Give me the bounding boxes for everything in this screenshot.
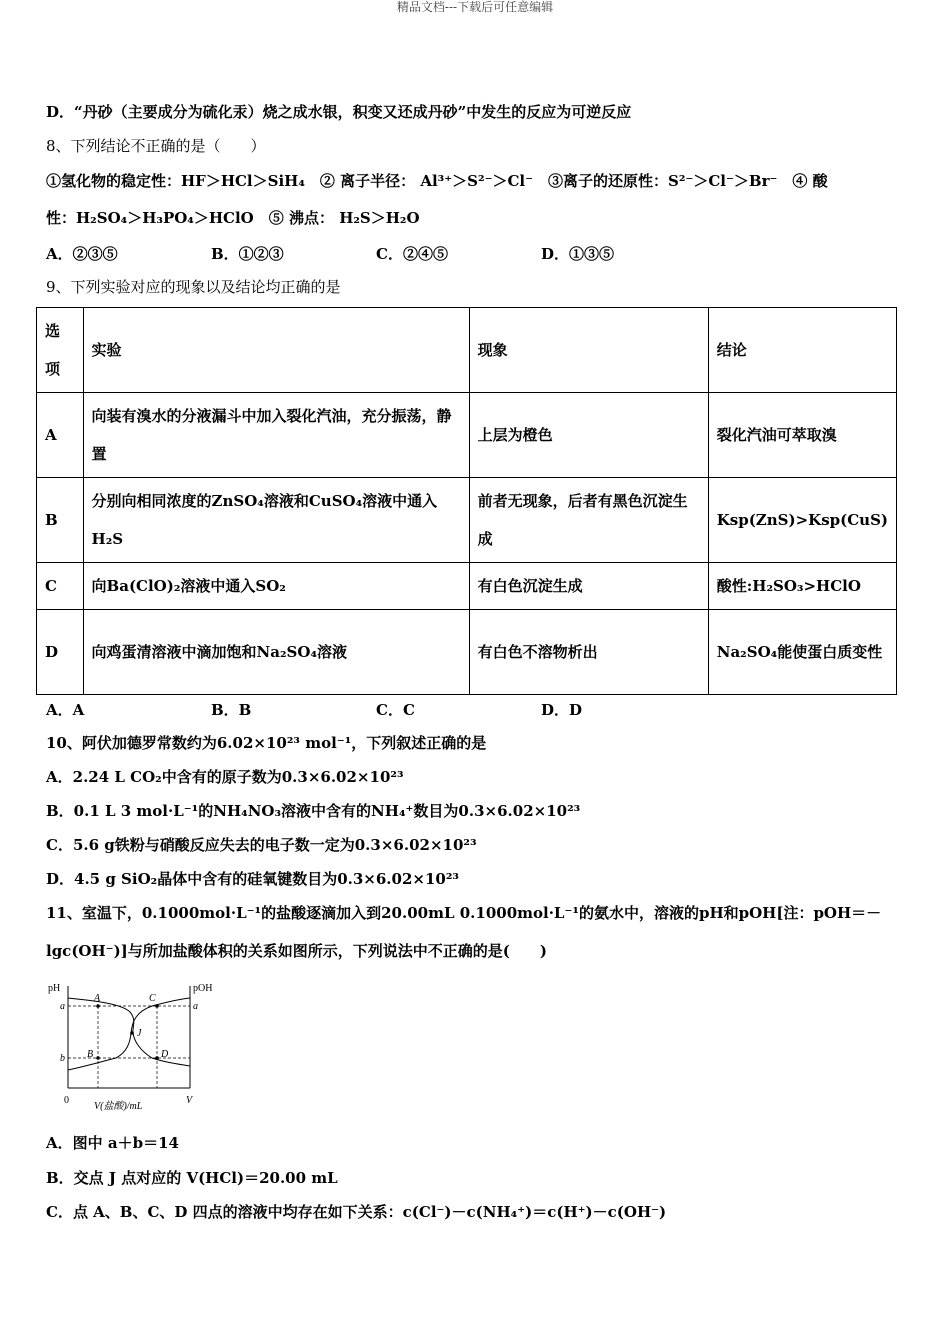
point-a-marker: [96, 1004, 100, 1008]
header-conclusion: 结论: [708, 308, 896, 393]
row-phenomenon: 有白色沉淀生成: [469, 563, 708, 610]
q11-option-a: A．图中 a＋b＝14: [46, 1134, 179, 1152]
q11-option-c: C．点 A、B、C、D 四点的溶液中均存在如下关系：c(Cl⁻)－c(NH₄⁺)＝c(H⁺)－c(OH⁻): [46, 1203, 667, 1221]
table-header-row: [37, 308, 897, 393]
row-conclusion: 裂化汽油可萃取溴: [708, 393, 896, 478]
point-d-marker: [155, 1056, 159, 1060]
label-b: B: [87, 1049, 94, 1060]
label-c: C: [149, 993, 156, 1004]
q10-stem: 10、阿伏加德罗常数约为6.02×10²³ mol⁻¹，下列叙述正确的是: [46, 734, 487, 752]
header-experiment: 实验: [83, 308, 469, 393]
q8-statements-line2: 性：H₂SO₄＞H₃PO₄＞HClO ⑤ 沸点： H₂S＞H₂O: [46, 209, 420, 227]
table-row: [37, 563, 897, 610]
q11-stem-line2: lgc(OH⁻)]与所加盐酸体积的关系如图所示，下列说法中不正确的是( ): [46, 942, 547, 960]
row-experiment: 分别向相同浓度的ZnSO₄溶液和CuSO₄溶液中通入H₂S: [83, 478, 469, 563]
q9-option-c: C．C: [376, 701, 415, 719]
table-row: [37, 610, 897, 695]
q8-option-d: D．①③⑤: [541, 245, 615, 263]
page-header: 精品文档---下载后可任意编辑: [396, 0, 554, 14]
label-a: A: [94, 993, 101, 1004]
header-phenomenon: 现象: [469, 308, 708, 393]
q8-options: [46, 243, 614, 264]
row-option: A: [37, 393, 84, 478]
q11-titration-figure: [42, 978, 222, 1118]
ylabel-ph: pH: [48, 983, 61, 994]
point-j-marker: [130, 1031, 134, 1035]
row-conclusion: Ksp(ZnS)>Ksp(CuS): [708, 478, 896, 563]
row-option: C: [37, 563, 84, 610]
q9-stem: 9、下列实验对应的现象以及结论均正确的是: [46, 278, 341, 296]
q10-option-d: D．4.5 g SiO₂晶体中含有的硅氧键数目为0.3×6.02×10²³: [46, 870, 459, 888]
table-row: [37, 393, 897, 478]
row-phenomenon: 有白色不溶物析出: [469, 610, 708, 695]
header-option: 选项: [37, 308, 84, 393]
q9-table: [36, 307, 897, 695]
q10-option-a: A．2.24 L CO₂中含有的原子数为0.3×6.02×10²³: [46, 768, 404, 786]
row-option: B: [37, 478, 84, 563]
tick-a-left: a: [60, 1001, 65, 1012]
q8-option-c: C．②④⑤: [376, 245, 448, 263]
x-end-label: V: [186, 1095, 193, 1106]
row-conclusion: Na₂SO₄能使蛋白质变性: [708, 610, 896, 695]
q9-options: [46, 699, 582, 720]
row-conclusion: 酸性:H₂SO₃>HClO: [708, 563, 896, 610]
label-d: D: [161, 1049, 169, 1060]
q8-option-b: B．①②③: [211, 245, 284, 263]
q8-statements-line1: ①氢化物的稳定性：HF＞HCl＞SiH₄ ② 离子半径： Al³⁺＞S²⁻＞Cl⁻ ③离子的还原性：S²⁻＞Cl⁻＞Br⁻ ④ 酸: [46, 172, 828, 190]
row-phenomenon: 上层为橙色: [469, 393, 708, 478]
row-phenomenon: 前者无现象，后者有黑色沉淀生成: [469, 478, 708, 563]
q10-option-b: B．0.1 L 3 mol·L⁻¹的NH₄NO₃溶液中含有的NH₄⁺数目为0.3×6.02×10²³: [46, 802, 581, 820]
point-c-marker: [155, 1004, 159, 1008]
q9-option-a: A．A: [46, 701, 85, 719]
q7-option-d: D．“丹砂（主要成分为硫化汞）烧之成水银，积变又还成丹砂”中发生的反应为可逆反应: [46, 103, 632, 121]
q8-stem: 8、下列结论不正确的是（ ）: [46, 137, 266, 155]
q11-option-b: B．交点 J 点对应的 V(HCl)＝20.00 mL: [46, 1169, 338, 1187]
table-row: [37, 478, 897, 563]
label-j: J: [137, 1028, 142, 1039]
row-option: D: [37, 610, 84, 695]
q9-option-d: D．D: [541, 701, 583, 719]
tick-a-right: a: [193, 1001, 198, 1012]
ylabel-poh: pOH: [193, 983, 213, 994]
x-axis-label: V(盐酸)/mL: [94, 1101, 143, 1112]
q8-option-a: A．②③⑤: [46, 245, 118, 263]
row-experiment: 向鸡蛋清溶液中滴加饱和Na₂SO₄溶液: [83, 610, 469, 695]
tick-b-left: b: [60, 1053, 65, 1064]
x-origin-label: 0: [64, 1095, 69, 1106]
row-experiment: 向装有溴水的分液漏斗中加入裂化汽油，充分振荡，静置: [83, 393, 469, 478]
row-experiment: 向Ba(ClO)₂溶液中通入SO₂: [83, 563, 469, 610]
q9-option-b: B．B: [211, 701, 252, 719]
q11-stem-line1: 11、室温下，0.1000mol·L⁻¹的盐酸逐滴加入到20.00mL 0.1000mol·L⁻¹的氨水中，溶液的pH和pOH[注：pOH＝－: [46, 904, 882, 922]
q10-option-c: C．5.6 g铁粉与硝酸反应失去的电子数一定为0.3×6.02×10²³: [46, 836, 477, 854]
point-b-marker: [96, 1056, 100, 1060]
